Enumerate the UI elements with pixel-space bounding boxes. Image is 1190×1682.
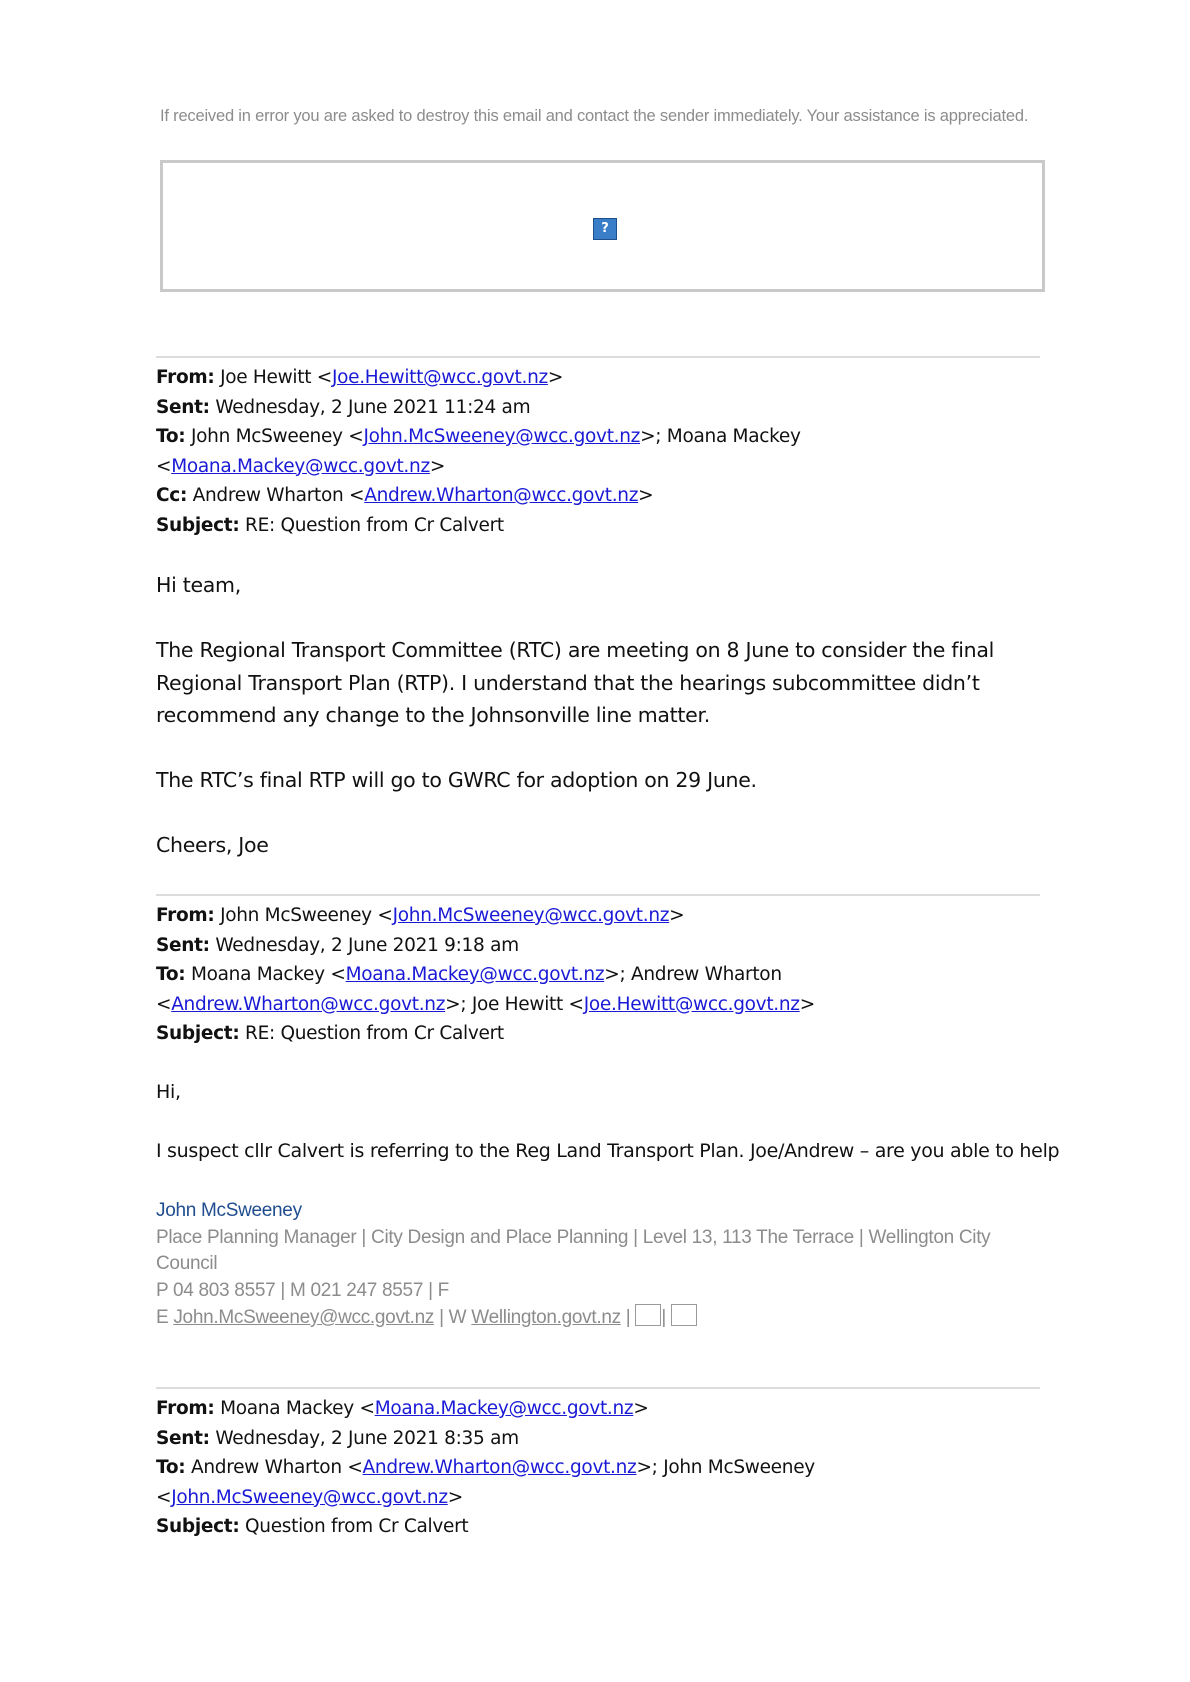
signature-email-label: E [156, 1307, 169, 1328]
from-name: Joe Hewitt [220, 367, 312, 388]
subject-label: Subject: [156, 1023, 240, 1044]
to-email-link[interactable]: Joe.Hewitt@wcc.govt.nz [583, 993, 800, 1015]
sent-label: Sent: [156, 934, 210, 956]
to-name: Joe Hewitt [471, 993, 563, 1015]
to-name: John McSweeney [663, 1457, 815, 1478]
signature-web-label: | W [439, 1307, 467, 1328]
to-name: Andrew Wharton [630, 964, 782, 985]
signature-email-link[interactable]: John.McSweeney@wcc.govt.nz [173, 1307, 435, 1328]
social-icon-placeholder[interactable] [671, 1304, 697, 1326]
signature-website-link[interactable]: Wellington.govt.nz [471, 1307, 621, 1328]
broken-image-icon: ? [593, 218, 617, 240]
email-header-1: From: Joe Hewitt <Joe.Hewitt@wcc.govt.nz> Sent: Wednesday, 2 June 2021 11:24 am To: John McSweeney <John.McSweeney@wcc.govt.nz>; Moana Mackey <Moana.Mackey@wcc.govt.nz> Cc: Andrew Wharton <Andrew.Wharton@wcc.govt.nz> Subject: RE: Question from Cr Calvert [156, 367, 801, 536]
from-email-link[interactable]: John.McSweeney@wcc.govt.nz [392, 905, 670, 926]
from-label: From: [156, 367, 215, 388]
signoff: Cheers, Joe [156, 833, 269, 857]
from-email-link[interactable]: Moana.Mackey@wcc.govt.nz [374, 1398, 634, 1419]
body-paragraph: The Regional Transport Committee (RTC) are meeting on 8 June to consider the final Regional Transport Plan (RTP). I understand that the hearings subcommittee didn’t recommend any change to the Johnsonville line matter. [156, 638, 994, 727]
from-name: Moana Mackey [220, 1398, 354, 1419]
to-name: Moana Mackey [666, 426, 801, 447]
cc-label: Cc: [156, 485, 188, 506]
cc-name: Andrew Wharton [192, 485, 344, 506]
body-paragraph: I suspect cllr Calvert is referring to the Reg Land Transport Plan. Joe/Andrew – are you able to help [156, 1140, 1060, 1162]
to-name: Moana Mackey [190, 964, 325, 985]
to-email-link[interactable]: John.McSweeney@wcc.govt.nz [171, 1486, 448, 1508]
greeting: Hi team, [156, 573, 241, 597]
from-name: John McSweeney [220, 905, 372, 926]
social-icon-placeholder[interactable] [635, 1304, 661, 1326]
signature-name: John McSweeney [156, 1200, 302, 1221]
to-name: Andrew Wharton [190, 1457, 342, 1478]
separator-rule [156, 894, 1040, 896]
subject-text: RE: Question from Cr Calvert [245, 1023, 504, 1044]
sent-date: Wednesday, 2 June 2021 11:24 am [215, 396, 531, 418]
from-email-link[interactable]: Joe.Hewitt@wcc.govt.nz [331, 367, 548, 388]
image-placeholder-box [160, 160, 1045, 292]
to-email-link[interactable]: Andrew.Wharton@wcc.govt.nz [362, 1457, 637, 1478]
sent-date: Wednesday, 2 June 2021 8:35 am [215, 1427, 519, 1449]
signature-phones: P 04 803 8557 | M 021 247 8557 | F [156, 1279, 449, 1301]
subject-label: Subject: [156, 1516, 240, 1537]
greeting: Hi, [156, 1081, 181, 1103]
to-email-link[interactable]: Andrew.Wharton@wcc.govt.nz [171, 993, 446, 1015]
to-label: To: [156, 1457, 186, 1478]
from-label: From: [156, 1398, 215, 1419]
subject-label: Subject: [156, 514, 240, 536]
confidentiality-disclaimer: If received in error you are asked to destroy this email and contact the sender immediately. Your assistance is appreciated. [160, 107, 1029, 125]
to-name: John McSweeney [190, 426, 343, 447]
sent-label: Sent: [156, 396, 210, 418]
subject-text: Question from Cr Calvert [245, 1516, 469, 1537]
to-email-link[interactable]: John.McSweeney@wcc.govt.nz [363, 426, 641, 447]
to-label: To: [156, 964, 186, 985]
separator-rule [156, 356, 1040, 358]
sent-date: Wednesday, 2 June 2021 9:18 am [215, 934, 519, 956]
signature-title: Council [156, 1253, 218, 1274]
subject-text: RE: Question from Cr Calvert [245, 514, 504, 536]
separator-rule [156, 1387, 1040, 1389]
sent-label: Sent: [156, 1427, 210, 1449]
to-label: To: [156, 426, 186, 447]
email-header-2: From: John McSweeney <John.McSweeney@wcc.govt.nz> Sent: Wednesday, 2 June 2021 9:18 am To: Moana Mackey <Moana.Mackey@wcc.govt.nz>; Andrew Wharton <Andrew.Wharton@wcc.govt.nz>; Joe Hewitt <Joe.Hewitt@wcc.govt.nz> Subject: RE: Question from Cr Calvert [156, 905, 815, 1044]
email-signature: John McSweeney Place Planning Manager | City Design and Place Planning | Level 13, 113 The Terrace | Wellington City Council P 04 803 8557 | M 021 247 8557 | F E John.McSweeney@wcc.govt.nz | W Wellington.govt.nz | | [156, 1198, 1016, 1332]
cc-email-link[interactable]: Andrew.Wharton@wcc.govt.nz [364, 485, 639, 506]
to-email-link[interactable]: Moana.Mackey@wcc.govt.nz [345, 964, 605, 985]
to-email-link[interactable]: Moana.Mackey@wcc.govt.nz [171, 455, 430, 477]
body-paragraph: The RTC’s final RTP will go to GWRC for adoption on 29 June. [156, 768, 757, 792]
email-header-3: From: Moana Mackey <Moana.Mackey@wcc.govt.nz> Sent: Wednesday, 2 June 2021 8:35 am To: Andrew Wharton <Andrew.Wharton@wcc.govt.nz>; John McSweeney <John.McSweeney@wcc.govt.nz> Subject: Question from Cr Calvert [156, 1398, 815, 1537]
from-label: From: [156, 905, 215, 926]
signature-title: Place Planning Manager | City Design and Place Planning | Level 13, 113 The Terrace | Wellington City [156, 1226, 991, 1248]
